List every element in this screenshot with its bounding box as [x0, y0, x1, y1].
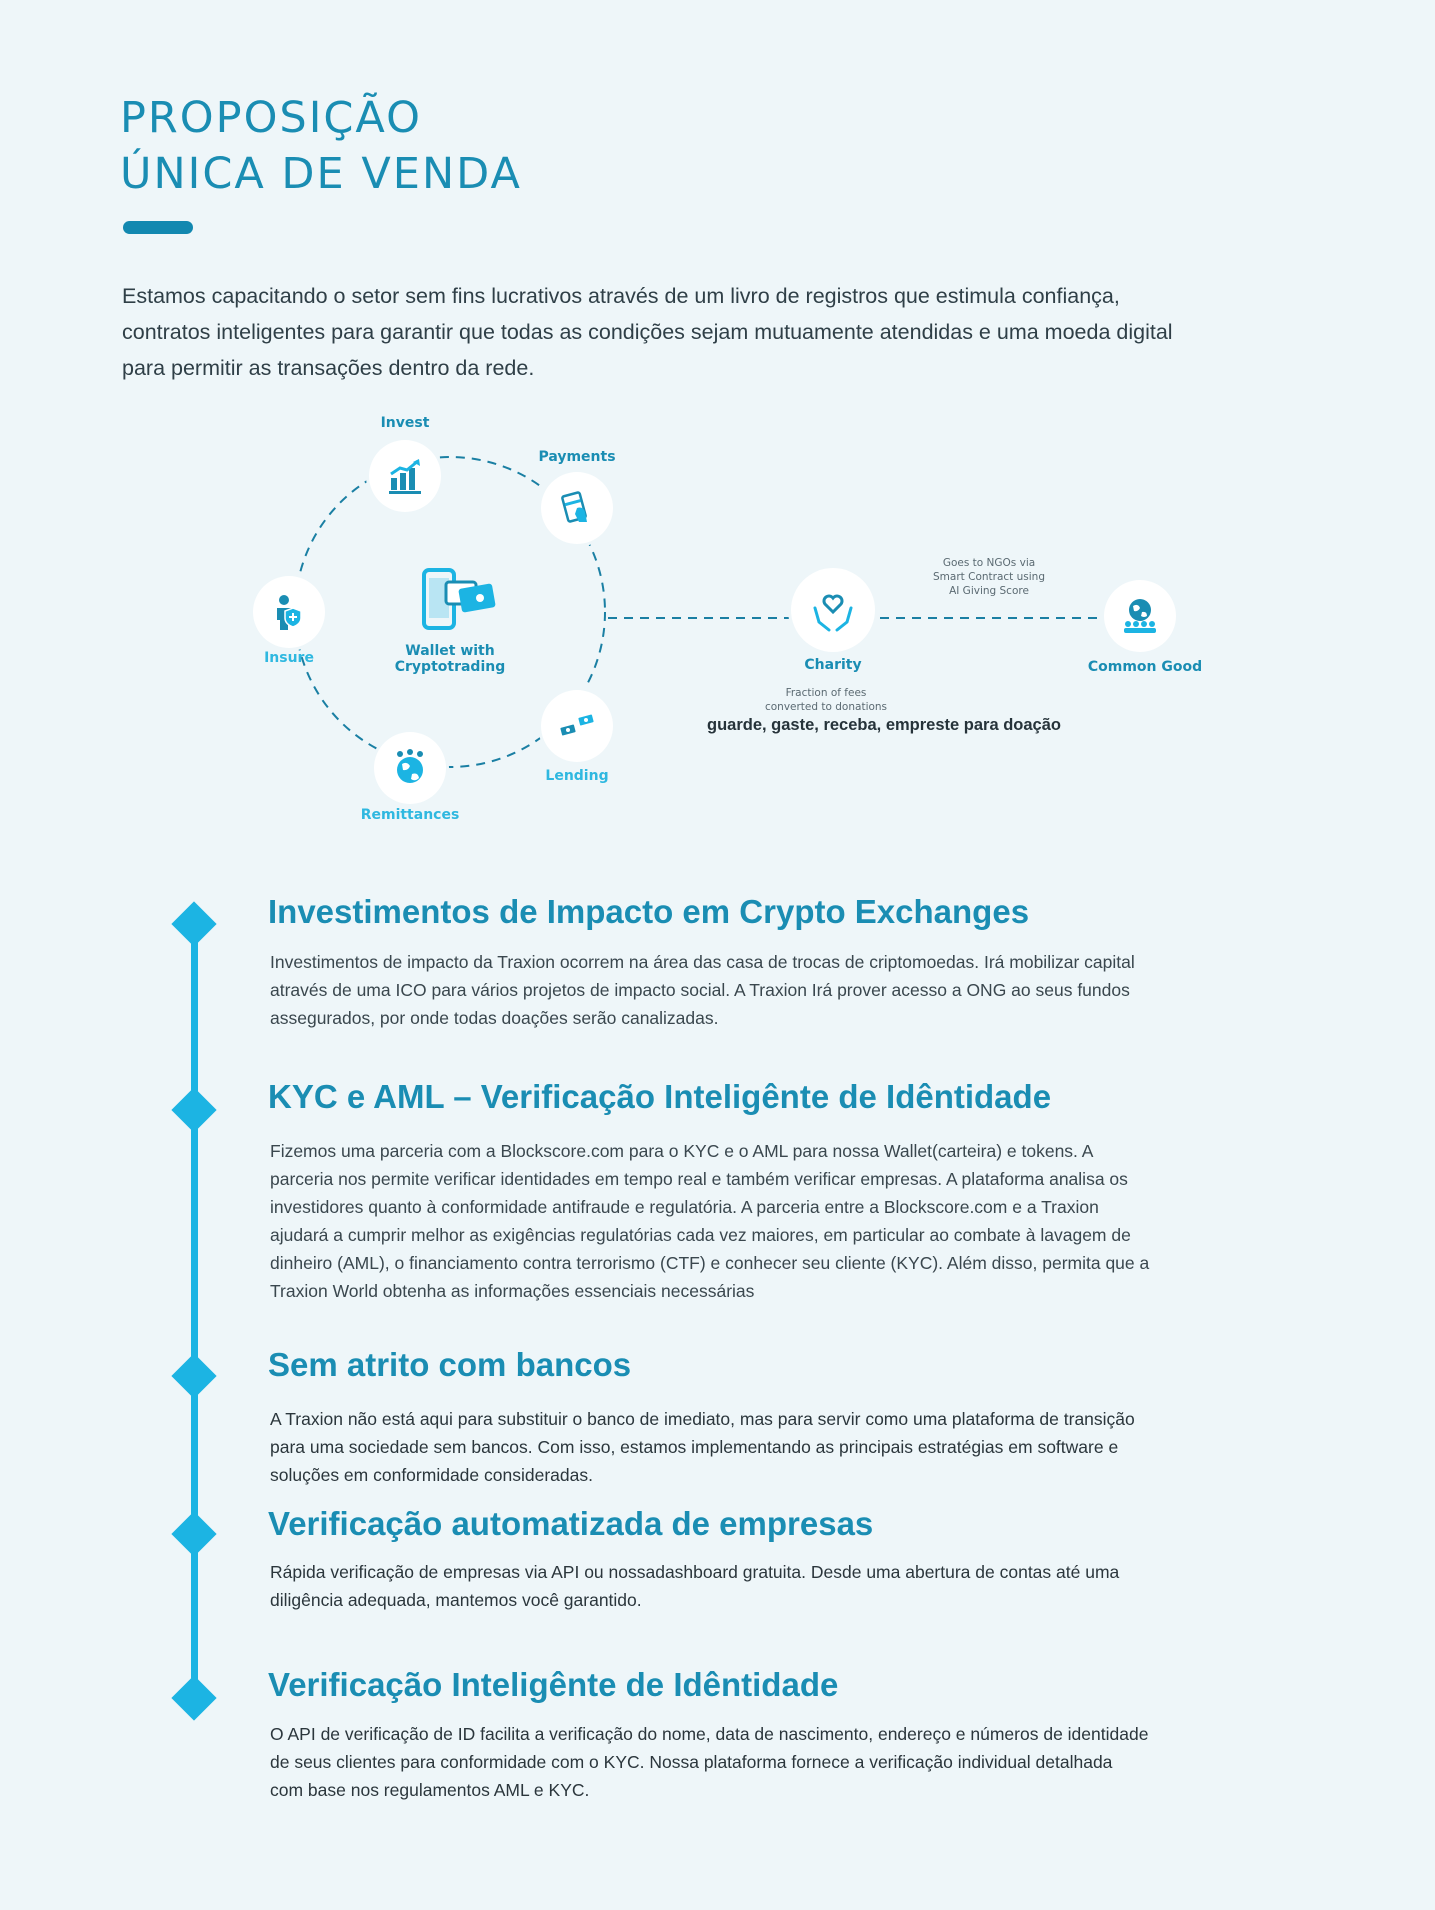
wallet-label-line2: Cryptotrading [394, 659, 506, 675]
diagram-connectors [0, 400, 1435, 850]
timeline-marker [171, 901, 216, 946]
section-text: A Traxion não está aqui para substituir o banco de imediato, mas para servir como uma plataforma de transição para uma sociedade sem bancos. Com isso, estamos implementando as principais estratégias em software e soluções em conformidade consideradas. [270, 1409, 1135, 1485]
card-payment-icon [557, 488, 597, 528]
section-text: Rápida verificação de empresas via API ou nossadashboard gratuita. Desde uma abertura de contas até uma diligência adequada, mantemos você garantido. [270, 1562, 1120, 1610]
page-title-line1: PROPOSIÇÃO [120, 93, 422, 143]
timeline-marker [171, 1511, 216, 1556]
page-title [120, 90, 522, 202]
section-title: Investimentos de Impacto em Crypto Exchanges [268, 893, 1030, 930]
ngo-note-line3: AI Giving Score [949, 585, 1029, 597]
hands-heart-icon [809, 586, 857, 634]
remittances-node [374, 732, 446, 804]
lending-node [541, 690, 613, 762]
page-title-line2: ÚNICA DE VENDA [120, 149, 522, 199]
ngo-note-line2: Smart Contract using [933, 571, 1045, 583]
section-text: Investimentos de impacto da Traxion ocorrem na área das casa de trocas de criptomoedas. Irá mobilizar capital através de uma ICO para vários projetos de impacto social. A Traxion Irá prover acesso a ONG ao seus fundos assegurados, por onde todas doações serão canalizadas. [270, 952, 1135, 1028]
section-title: KYC e AML – Verificação Inteligênte de Idêntidade [268, 1078, 1052, 1115]
wallet-phone-icon [420, 568, 500, 634]
charity-node [791, 568, 875, 652]
wallet-label [395, 643, 506, 675]
wallet-label-line1: Wallet with [405, 643, 495, 659]
intro-paragraph: Estamos capacitando o setor sem fins lucrativos através de um livro de registros que estimula confiança, contratos inteligentes para garantir que todas as condições sejam mutuamente atendidas e uma moeda digital para permitir as transações dentro da rede. [122, 284, 1173, 380]
invest-label: Invest [380, 415, 430, 431]
section-title: Verificação automatizada de empresas [268, 1505, 874, 1542]
diagram-tagline: guarde, gaste, receba, empreste para doação [707, 716, 1061, 734]
payments-node [541, 472, 613, 544]
timeline-marker [171, 1087, 216, 1132]
title-underline [123, 221, 193, 234]
insure-label: Insure [264, 650, 314, 666]
remittances-label: Remittances [360, 807, 460, 823]
section-title: Sem atrito com bancos [268, 1346, 632, 1383]
fees-note [765, 686, 887, 714]
insurance-shield-icon [269, 592, 309, 632]
ngo-note-line1: Goes to NGOs via [942, 557, 1036, 569]
common-good-node [1104, 580, 1176, 652]
insure-node [253, 576, 325, 648]
section-text: Fizemos uma parceria com a Blockscore.com para o KYC e o AML para nossa Wallet(carteira) e tokens. A parceria nos permite verificar identidades em tempo real e também verificar empresas. A plataforma analisa os investidores quanto à conformidade antifraude e regulatória. A parceria entre a Blockscore.com e a Traxion ajudará a cumprir melhor as exigências regulatórias cada vez maiores, em particular ao combate à lavagem de dinheiro (AML), o financiamento contra terrorismo (CTF) e conhecer seu cliente (KYC). Além disso, permita que a Traxion World obtenha as informações essenciais necessárias [270, 1141, 1150, 1301]
common-good-label: Common Good [1087, 659, 1203, 675]
section-title: Verificação Inteligênte de Idêntidade [268, 1666, 839, 1703]
timeline-marker [171, 1675, 216, 1720]
invest-node [369, 440, 441, 512]
fees-note-line1: Fraction of fees [785, 687, 867, 699]
globe-money-icon [390, 748, 430, 788]
lending-label: Lending [545, 768, 609, 784]
bar-chart-icon [385, 456, 425, 496]
ecosystem-diagram [0, 400, 1435, 850]
payments-label: Payments [538, 449, 616, 465]
fees-note-line2: converted to donations [764, 701, 888, 713]
handshake-money-icon [557, 706, 597, 746]
timeline-line [191, 920, 198, 1700]
timeline-marker [171, 1353, 216, 1398]
charity-label: Charity [804, 657, 862, 673]
ngo-note [933, 556, 1045, 598]
globe-people-icon [1120, 596, 1160, 636]
section-text: O API de verificação de ID facilita a verificação do nome, data de nascimento, endereço e números de identidade de seus clientes para conformidade com o KYC. Nossa plataforma fornece a verificação individual detalhada com base nos regulamentos AML e KYC. [270, 1724, 1149, 1800]
